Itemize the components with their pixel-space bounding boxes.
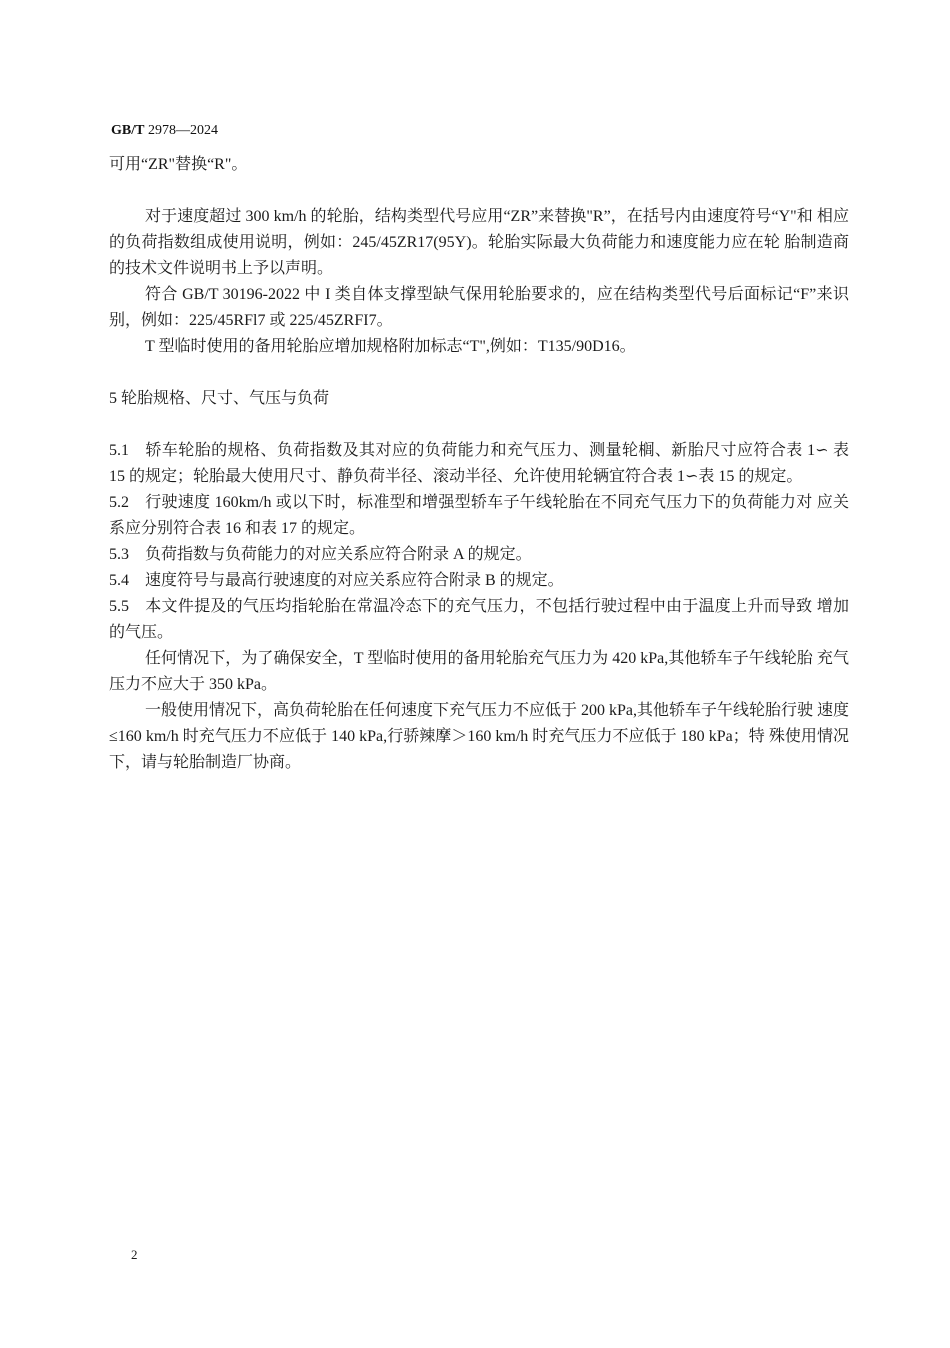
standard-number: 2978—2024 [147, 123, 218, 138]
page-number: 2 [131, 1247, 138, 1262]
document-body [109, 152, 849, 776]
clause-number: 5.4 [109, 572, 129, 589]
paragraph-minimum-pressure: 一般使用情况下，高负荷轮胎在任何速度下充气压力不应低于 200 kPa,其他轿车子午线轮胎行驶 速度≤160 km/h 时充气压力不应低于 140 kPa,行骄辣摩＞160 km/h 时充气压力不应低于 180 kPa；特 殊使用情况下，请与轮胎制造厂协商。 [109, 702, 850, 771]
paragraph-temporary-spare: T 型临时使用的备用轮胎应增加规格附加标志“T",例如：T135/90D16。 [145, 338, 636, 355]
clause-number: 5.3 [109, 546, 129, 563]
clause-item [109, 542, 849, 568]
clause-text: 负荷指数与负荷能力的对应关系应符合附录 A 的规定。 [145, 546, 532, 563]
clause-text: 速度符号与最高行驶速度的对应关系应符合附录 B 的规定。 [145, 572, 564, 589]
page-header [111, 121, 231, 141]
clause-item [109, 490, 849, 542]
clause-number: 5.1 [109, 442, 129, 459]
spacer [109, 360, 849, 386]
paragraph-runflat: 符合 GB/T 30196-2022 中 I 类自体支撑型缺气保用轮胎要求的，应在结构类型代号后面标记“F”来识别，例如：225/45RFl7 或 225/45ZRFI7。 [109, 286, 849, 329]
clause-number: 5.2 [109, 494, 129, 511]
clause-text: 行驶速度 160km/h 或以下时，标准型和增强型轿车子午线轮胎在不同充气压力下的负荷能力对 应关系应分别符合表 16 和表 17 的规定。 [109, 494, 849, 537]
paragraph-zr-replace: 可用“ZR"替换“R"。 [109, 156, 248, 173]
standard-code: GB/T [111, 123, 145, 138]
spacer [109, 412, 849, 438]
clause-item [109, 568, 849, 594]
clause-text: 轿车轮胎的规格、负荷指数及其对应的负荷能力和充气压力、测量轮榈、新胎尺寸应符合表 1∽ 表 15 的规定；轮胎最大使用尺寸、静负荷半径、滚动半径、允许使用轮辆宜符合表 1∽表 15 的规定。 [109, 442, 849, 485]
paragraph-spare-pressure: 任何情况下，为了确保安全，T 型临时使用的备用轮胎充气压力为 420 kPa,其他轿车子午线轮胎 充气压力不应大于 350 kPa。 [109, 650, 849, 693]
paragraph-speed-over-300: 对于速度超过 300 km/h 的轮胎，结构类型代号应用“ZR”来替换"R”，在括号内由速度符号“Y"和 相应的负荷指数组成使用说明，例如：245/45ZR17(95Y)。轮胎实际最大负荷能力和速度能力应在轮 胎制造商的技术文件说明书上予以声明。 [109, 208, 849, 277]
clause-number: 5.5 [109, 598, 129, 615]
clause-text: 本文件提及的气压均指轮胎在常温冷态下的充气压力，不包括行驶过程中由于温度上升而导致 增加的气压。 [109, 598, 849, 641]
spacer [109, 178, 849, 204]
clause-item [109, 438, 849, 490]
clause-item [109, 594, 849, 646]
section-heading: 5 轮胎规格、尺寸、气压与负荷 [109, 390, 330, 407]
